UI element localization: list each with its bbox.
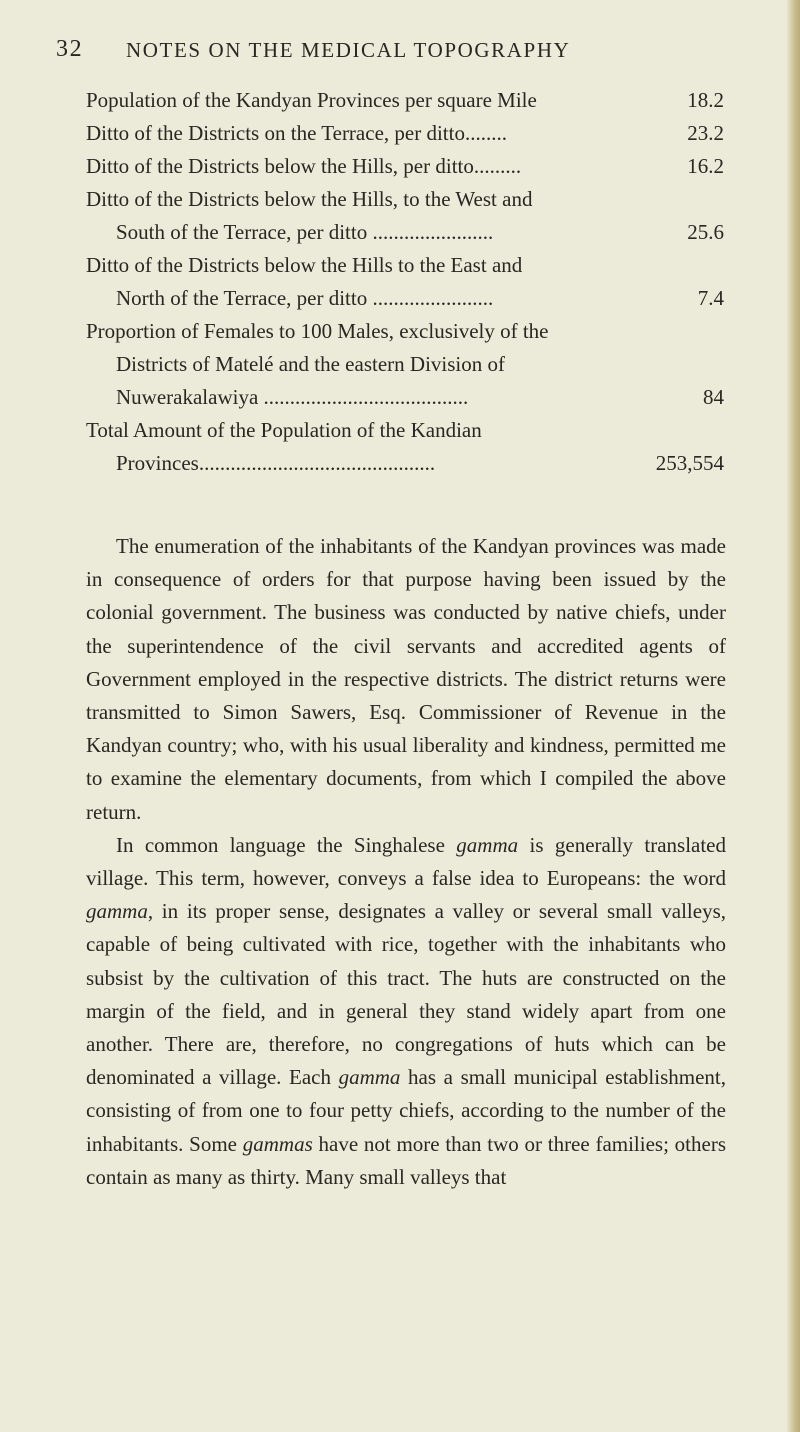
table-row-line — [86, 447, 724, 480]
table-row-line — [86, 249, 724, 282]
table-row-label: Ditto of the Districts below the Hills, to the West and — [86, 187, 533, 211]
italic-term: gamma — [456, 832, 519, 857]
italic-term: gammas — [242, 1131, 313, 1156]
table-row-value: 25.6 — [687, 220, 724, 244]
table-row-label: Nuwerakalawiya ....................................... — [116, 385, 469, 409]
table-row-line — [86, 150, 724, 183]
table-row-label: Ditto of the Districts on the Terrace, per ditto........ — [86, 121, 507, 145]
table-row-label: Ditto of the Districts below the Hills, per ditto......... — [86, 154, 522, 178]
table-row-value: 7.4 — [697, 286, 724, 310]
table-row-value: 23.2 — [687, 121, 724, 145]
table-row-label: North of the Terrace, per ditto ....................... — [116, 286, 494, 310]
table-row-line — [86, 315, 724, 348]
italic-term: gamma — [86, 899, 148, 924]
text-run: , in its proper sense, designates a valley or several small valleys, capable of being cultivated with rice, together with the inhabitants who subsist by the cultivation of this tract. The huts are constructed on the margin of the field, and in general they stand widely apart from one another. There are, therefore, no congregations of huts which can be denominated a village. Each — [86, 899, 726, 1090]
table-row-value: 16.2 — [687, 154, 724, 178]
page-number: 32 — [56, 36, 84, 62]
table-row-value: 18.2 — [687, 88, 724, 112]
text-run: The enumeration of the inhabitants of the Kandyan provinces was made in consequence of orders for that purpose having been issued by the colonial government. The business was conducted by native chiefs, under the superintendence of the civil servants and accredited agents of Government employed in the respective districts. The district returns were transmitted to Simon Sawers, Esq. Commissioner of Revenue in the Kandyan country; who, with his usual liberality and kindness, permitted me to examine the elementary documents, from which I compiled the above return. — [86, 534, 726, 824]
text-run: is generally translated village. This term, however, conveys a false idea to Europeans: the word — [86, 832, 727, 891]
table-row-label: Total Amount of the Population of the Kandian — [86, 418, 482, 442]
table-row-line — [86, 414, 724, 447]
table-row-line — [86, 183, 724, 216]
text-run: has a small municipal establishment, consisting of from one to four petty chiefs, according to the number of the inhabitants. Some — [86, 1065, 726, 1156]
table-row-line — [86, 381, 724, 414]
running-header — [56, 36, 756, 68]
table-row-line — [86, 348, 724, 381]
table-row-label: Proportion of Females to 100 Males, exclusively of the — [86, 319, 549, 343]
paragraph — [86, 829, 726, 1194]
paragraph — [86, 530, 726, 829]
table-row-line — [86, 117, 724, 150]
population-table — [86, 84, 724, 480]
table-row-label: South of the Terrace, per ditto ....................... — [116, 220, 494, 244]
page-edge — [786, 0, 800, 1432]
text-run: have not more than two or three families; others contain as many as thirty. Many small valleys that — [86, 1131, 726, 1189]
table-row-label: Provinces............................................. — [116, 451, 436, 475]
body-text — [86, 530, 726, 1194]
table-row-label: Districts of Matelé and the eastern Division of — [116, 352, 505, 376]
table-row-value: 84 — [703, 385, 724, 409]
table-row-label: Population of the Kandyan Provinces per square Mile — [86, 88, 537, 112]
table-row-label: Ditto of the Districts below the Hills to the East and — [86, 253, 523, 277]
running-title: NOTES ON THE MEDICAL TOPOGRAPHY — [126, 38, 571, 62]
table-row-line — [86, 216, 724, 249]
table-row-line — [86, 282, 724, 315]
text-run: In common language the Singhalese — [116, 832, 457, 857]
italic-term: gamma — [338, 1065, 401, 1090]
table-row-line — [86, 84, 724, 117]
table-row-value: 253,554 — [655, 451, 724, 475]
